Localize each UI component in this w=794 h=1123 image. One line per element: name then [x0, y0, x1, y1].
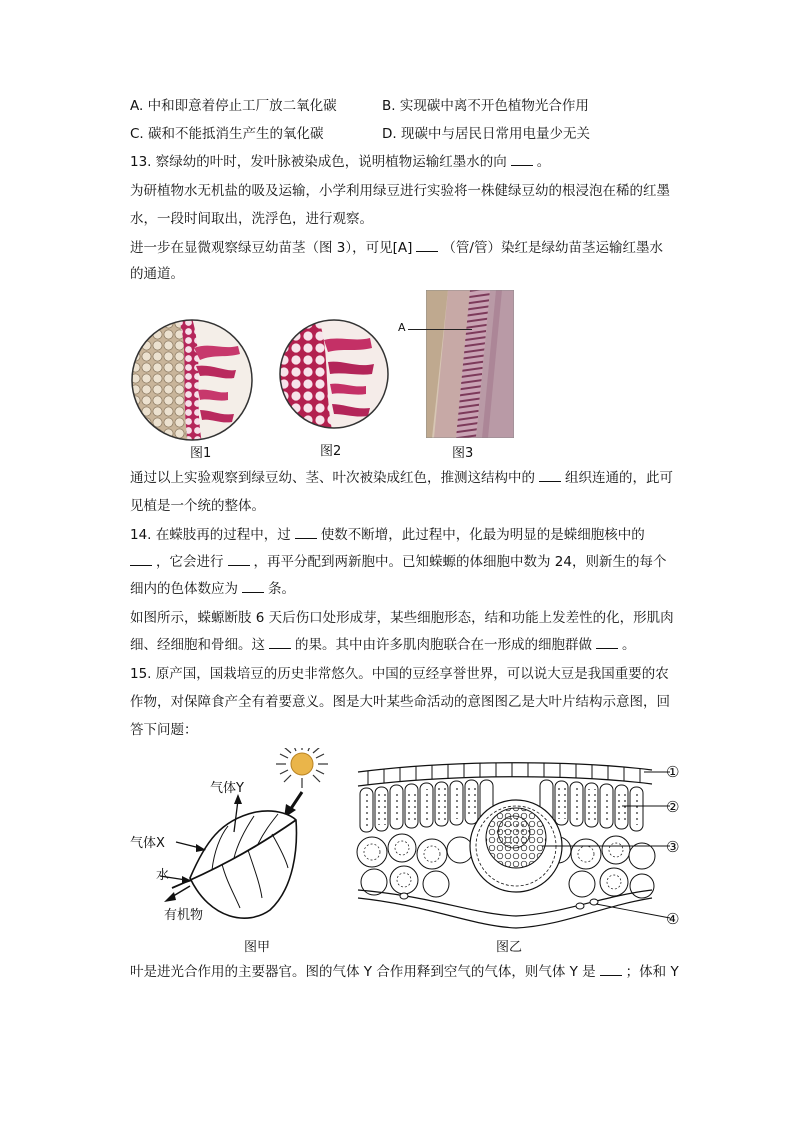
q13-text: 组织连通的，此可	[565, 470, 673, 486]
sun-icon	[276, 748, 328, 788]
q13-text: （管/管）染红是绿幼苗茎运输红墨水	[442, 240, 663, 256]
answer-blank[interactable]	[539, 469, 561, 482]
q13-line5: 的通道。	[130, 266, 184, 282]
figure-1-micrograph	[130, 318, 255, 443]
answer-blank[interactable]	[130, 553, 152, 566]
figure-3-caption: 图3	[452, 446, 474, 461]
figure-jia-caption: 图甲	[244, 940, 271, 955]
option-a: A. 中和即意着停止工厂放二氧化碳	[130, 98, 337, 114]
figure-3-micrograph	[426, 290, 514, 438]
water-label: 水	[156, 868, 170, 883]
gas-y-label: 气体Y	[210, 781, 244, 796]
answer-blank[interactable]	[600, 963, 622, 976]
q13-text: 通过以上实验观察到绿豆幼、茎、叶次被染成红色，推测这结构中的	[130, 470, 535, 486]
q13-line2: 为研植物水无机盐的吸及运输，小学利用绿豆进行实验将一株健绿豆幼的根浸泡在稀的红墨	[130, 183, 670, 199]
option-d: D. 现碳中与居民日常用电量少无关	[382, 126, 590, 142]
q14-text: 14. 在蝾肢再的过程中，过	[130, 527, 291, 543]
q14-line3	[130, 579, 295, 599]
q14-line4: 如图所示，蝾螈断肢 6 天后伤口处形成芽，某些细胞形态，结和功能上发差性的化，形肌肉	[130, 610, 674, 626]
figure-yi-leaf-cross-section	[352, 756, 672, 930]
label-a: A	[398, 321, 406, 334]
q14-text: 。	[622, 637, 636, 653]
q13-text: 13. 察绿幼的叶时，发叶脉被染成色，说明植物运输红墨水的向	[130, 154, 507, 170]
label-4: ④	[666, 910, 680, 928]
q15-line1: 15. 原产国，国栽培豆的历史非常悠久。中国的豆经享誉世界，可以说大豆是我国重要的农	[130, 666, 669, 682]
figure-1-caption: 图1	[190, 446, 212, 461]
figure-2-micrograph	[278, 318, 390, 430]
gas-x-label: 气体X	[130, 836, 165, 851]
q14-text: 的果。其中由许多肌肉胞联合在一形成的细胞群做	[295, 637, 592, 653]
q14-text: ，它会进行	[156, 554, 224, 570]
answer-blank[interactable]	[269, 636, 291, 649]
figure-yi-caption: 图乙	[496, 940, 523, 955]
q13-line6	[130, 468, 673, 488]
q13-line7: 见植是一个统的整体。	[130, 498, 265, 514]
q15-line2: 作物，对保障食产全有着要意义。图是大叶某些命活动的意图图乙是大叶片结构示意图，回	[130, 694, 670, 710]
q13-text: 进一步在显微观察绿豆幼苗茎（图 3），可见[A]	[130, 240, 413, 256]
answer-blank[interactable]	[416, 239, 438, 252]
q15-line4	[130, 962, 679, 982]
label-3: ③	[666, 838, 680, 856]
q13-line1	[130, 152, 550, 172]
q14-text: 条。	[268, 581, 295, 597]
answer-blank[interactable]	[228, 553, 250, 566]
label-2: ②	[666, 798, 680, 816]
q15-text: 叶是进光合作用的主要器官。图的气体 Y 合作用释到空气的气体，则气体 Y 是	[130, 964, 596, 980]
answer-blank[interactable]	[511, 153, 533, 166]
q14-text: 细内的色体数应为	[130, 581, 238, 597]
option-c: C. 碳和不能抵消生产生的氧化碳	[130, 126, 324, 142]
q15-text: ；体和 Y	[625, 964, 679, 980]
figure-2-caption: 图2	[320, 444, 342, 459]
label-1: ①	[666, 763, 680, 781]
q14-text: 细、经细胞和骨细。这	[130, 637, 265, 653]
label-a-pointer	[408, 329, 472, 330]
q14-text: ，再平分配到两新胞中。已知蝾螈的体细胞中数为 24，则新生的每个	[253, 554, 667, 570]
q15-line3: 答下问题：	[130, 722, 198, 738]
organic-label: 有机物	[164, 908, 204, 923]
answer-blank[interactable]	[596, 636, 618, 649]
option-b: B. 实现碳中离不开色植物光合作用	[382, 98, 589, 114]
q13-text: 。	[536, 154, 551, 170]
q14-text: 使数不断增，此过程中，化最为明显的是蝾细胞核中的	[320, 527, 645, 543]
answer-blank[interactable]	[295, 526, 317, 539]
q13-line4	[130, 238, 663, 258]
q13-line3: 水，一段时间取出，洗浮色，进行观察。	[130, 211, 373, 227]
q14-line1	[130, 525, 645, 545]
q14-line5	[130, 635, 636, 655]
answer-blank[interactable]	[242, 580, 264, 593]
q14-line2	[130, 552, 666, 572]
